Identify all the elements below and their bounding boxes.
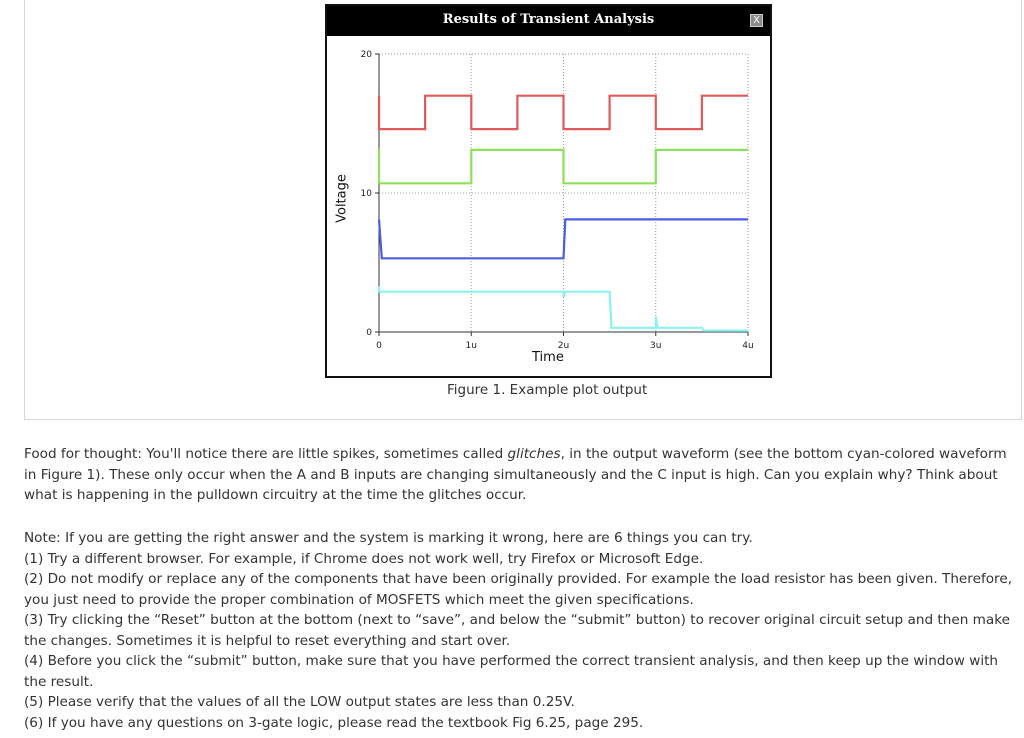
notes-intro: Note: If you are getting the right answer and the system is marking it wrong, here are 6 things you can try. (24, 530, 753, 546)
x-tick-label: 2u (557, 341, 570, 351)
thought-text-after: , in the output waveform (see the bottom cyan-colored waveform in Figure 1). These only occur when the A and B inputs are changing simultaneously and the C input is high. Can you explain why? Think about what is happening in the pulldown circuitry at the time the glitches occur. (24, 446, 1007, 503)
window-title: Results of Transient Analysis (442, 12, 655, 27)
series-line-output-2 (379, 149, 748, 184)
x-tick-label: 0 (376, 341, 382, 351)
y-tick-label: 20 (360, 50, 372, 60)
note-item: (1) Try a different browser. For example, if Chrome does not work well, try Firefox or Microsoft Edge. (24, 550, 704, 567)
y-axis-label: Voltage (334, 174, 350, 223)
thought-text-emphasis: glitches (507, 446, 561, 462)
series-line-output-1 (379, 96, 748, 129)
x-tick-label: 1u (465, 341, 477, 351)
y-tick-label: 10 (360, 189, 372, 199)
figure-panel (24, 0, 1022, 420)
x-axis-label: Time (532, 350, 564, 365)
transient-plot (327, 6, 770, 376)
close-icon[interactable]: X (750, 14, 763, 27)
food-for-thought-paragraph (24, 444, 1022, 506)
thought-text-before: Food for thought: You'll notice there are little spikes, sometimes called (24, 446, 508, 462)
notes-section (24, 528, 1022, 733)
note-item: (6) If you have any questions on 3-gate logic, please read the textbook Fig 6.25, page 295. (24, 714, 644, 731)
x-tick-label: 4u (742, 341, 754, 351)
series-line-output-4 (379, 286, 748, 331)
note-item: (5) Please verify that the values of all the LOW output states are less than 0.25V. (24, 694, 575, 710)
note-item: (3) Try clicking the “Reset” button at the bottom (next to “save”, and below the “submit” button) to recover original circuit setup and then make the changes. Sometimes it is helpful to reset everything and start over. (24, 612, 1010, 649)
note-item: (4) Before you click the “submit” button, make sure that you have performed the correct transient analysis, and then keep up the window with the result. (24, 653, 999, 690)
x-tick-label: 3u (650, 341, 662, 351)
y-tick-label: 0 (366, 328, 372, 338)
note-item: (2) Do not modify or replace any of the components that have been originally provided. For example the load resistor has been given. Therefore, you just need to provide the proper combination of MOSFETS which meet the given specifications. (24, 571, 1013, 608)
transient-analysis-window[interactable] (325, 4, 772, 378)
figure-caption: Figure 1. Example plot output (447, 382, 648, 398)
